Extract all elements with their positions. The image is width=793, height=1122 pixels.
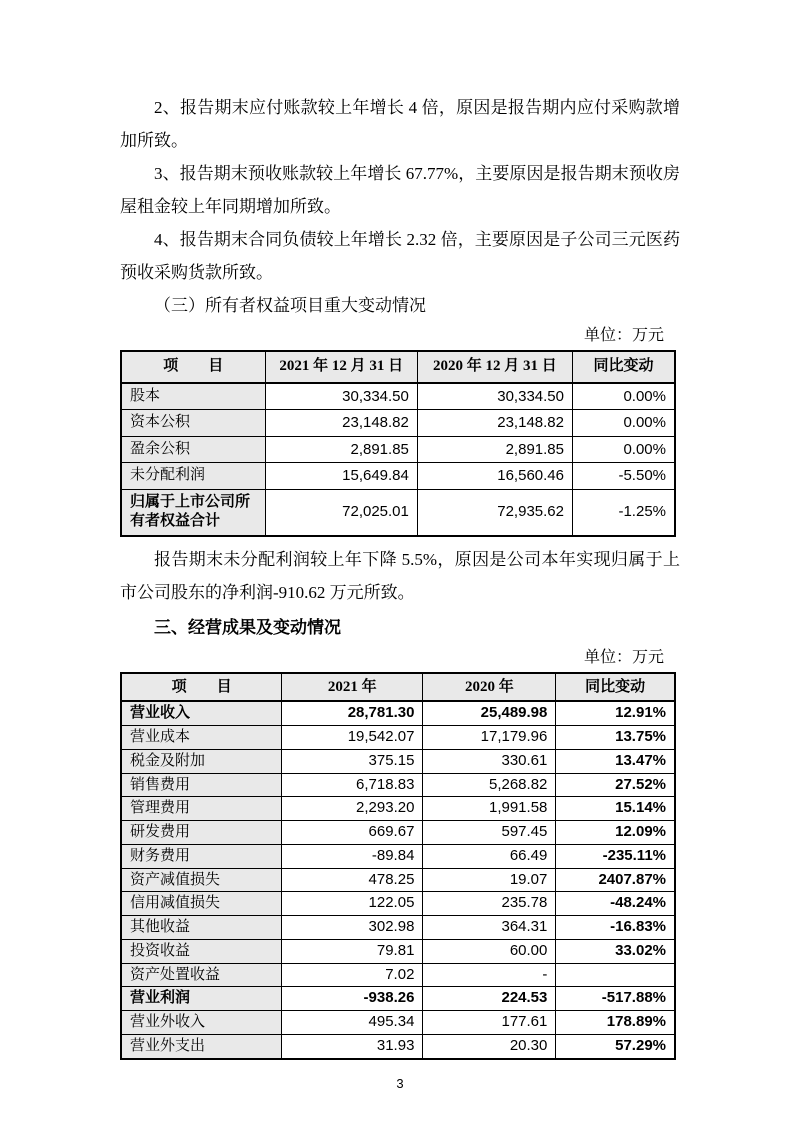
table-row	[121, 749, 675, 773]
item-cell: 税金及附加	[121, 749, 282, 773]
value-2020-cell: 30,334.50	[417, 383, 572, 410]
yoy-cell: 57.29%	[556, 1034, 675, 1058]
section-heading-equity-changes: （三）所有者权益项目重大变动情况	[154, 296, 426, 315]
yoy-cell: 2407.87%	[556, 868, 675, 892]
page-number: 3	[396, 1075, 404, 1091]
table-row	[121, 1034, 675, 1058]
table-row	[121, 383, 675, 410]
value-2020-cell: 23,148.82	[417, 410, 572, 437]
value-2020-cell: 25,489.98	[423, 701, 556, 725]
yoy-cell	[556, 963, 675, 987]
yoy-cell: 0.00%	[572, 436, 675, 463]
value-2020-cell: 72,935.62	[417, 489, 572, 536]
unit-label-table1: 单位：万元	[583, 327, 664, 344]
item-cell: 其他收益	[121, 916, 282, 940]
value-2021-cell: 31.93	[282, 1034, 423, 1058]
value-2020-cell: 17,179.96	[423, 726, 556, 750]
yoy-cell: -235.11%	[556, 844, 675, 868]
paragraph-advance-receipts: 3、报告期末预收账款较上年增长 67.77%，主要原因是报告期末预收房屋租金较上年同期增加所致。	[120, 164, 680, 216]
equity-changes-table	[120, 350, 676, 537]
item-cell: 归属于上市公司所有者权益合计	[121, 489, 265, 536]
yoy-cell: 0.00%	[572, 383, 675, 410]
table-header-row	[121, 673, 675, 702]
table-header-row	[121, 351, 675, 383]
value-2020-cell: 364.31	[423, 916, 556, 940]
value-2020-cell: 19.07	[423, 868, 556, 892]
value-2021-cell: -938.26	[282, 987, 423, 1011]
item-cell: 盈余公积	[121, 436, 265, 463]
item-cell: 营业收入	[121, 701, 282, 725]
value-2021-cell: 2,293.20	[282, 797, 423, 821]
item-cell: 资本公积	[121, 410, 265, 437]
table-row	[121, 939, 675, 963]
value-2021-cell: 2,891.85	[265, 436, 417, 463]
yoy-cell: -16.83%	[556, 916, 675, 940]
paragraph-accounts-payable: 2、报告期末应付账款较上年增长 4 倍，原因是报告期内应付采购款增加所致。	[120, 98, 680, 150]
value-2021-cell: 30,334.50	[265, 383, 417, 410]
item-cell: 营业外收入	[121, 1011, 282, 1035]
yoy-cell: 27.52%	[556, 773, 675, 797]
item-cell: 信用减值损失	[121, 892, 282, 916]
header-yoy-change: 同比变动	[556, 673, 675, 702]
table-row	[121, 963, 675, 987]
yoy-cell: 13.75%	[556, 726, 675, 750]
value-2021-cell: 28,781.30	[282, 701, 423, 725]
table-row	[121, 773, 675, 797]
item-cell: 资产减值损失	[121, 868, 282, 892]
table-row	[121, 868, 675, 892]
table-row	[121, 701, 675, 725]
value-2020-cell: 60.00	[423, 939, 556, 963]
table-row	[121, 410, 675, 437]
value-2021-cell: 72,025.01	[265, 489, 417, 536]
value-2021-cell: 6,718.83	[282, 773, 423, 797]
header-item: 项 目	[121, 673, 282, 702]
value-2021-cell: 7.02	[282, 963, 423, 987]
value-2020-cell: 224.53	[423, 987, 556, 1011]
value-2021-cell: 122.05	[282, 892, 423, 916]
value-2020-cell: 20.30	[423, 1034, 556, 1058]
value-2021-cell: 669.67	[282, 821, 423, 845]
yoy-cell: 33.02%	[556, 939, 675, 963]
value-2020-cell: -	[423, 963, 556, 987]
item-cell: 营业利润	[121, 987, 282, 1011]
page-content	[120, 0, 680, 1091]
yoy-cell: -1.25%	[572, 489, 675, 536]
item-cell: 资产处置收益	[121, 963, 282, 987]
header-2021-date: 2021 年 12 月 31 日	[265, 351, 417, 383]
value-2021-cell: 375.15	[282, 749, 423, 773]
item-cell: 股本	[121, 383, 265, 410]
item-cell: 投资收益	[121, 939, 282, 963]
yoy-cell: 15.14%	[556, 797, 675, 821]
table-row	[121, 726, 675, 750]
value-2020-cell: 330.61	[423, 749, 556, 773]
value-2020-cell: 597.45	[423, 821, 556, 845]
table-row	[121, 1011, 675, 1035]
value-2021-cell: 495.34	[282, 1011, 423, 1035]
yoy-cell: -517.88%	[556, 987, 675, 1011]
item-cell: 营业外支出	[121, 1034, 282, 1058]
value-2020-cell: 16,560.46	[417, 463, 572, 490]
table-row	[121, 987, 675, 1011]
header-2020-date: 2020 年 12 月 31 日	[417, 351, 572, 383]
value-2021-cell: 302.98	[282, 916, 423, 940]
value-2021-cell: 15,649.84	[265, 463, 417, 490]
item-cell: 管理费用	[121, 797, 282, 821]
table-row	[121, 916, 675, 940]
value-2021-cell: -89.84	[282, 844, 423, 868]
header-item: 项 目	[121, 351, 265, 383]
value-2020-cell: 177.61	[423, 1011, 556, 1035]
yoy-cell: -48.24%	[556, 892, 675, 916]
item-cell: 财务费用	[121, 844, 282, 868]
value-2020-cell: 5,268.82	[423, 773, 556, 797]
table-row	[121, 844, 675, 868]
item-cell: 研发费用	[121, 821, 282, 845]
table-row	[121, 821, 675, 845]
value-2021-cell: 23,148.82	[265, 410, 417, 437]
yoy-cell: 12.91%	[556, 701, 675, 725]
value-2020-cell: 1,991.58	[423, 797, 556, 821]
yoy-cell: 13.47%	[556, 749, 675, 773]
table-row	[121, 489, 675, 536]
yoy-cell: 12.09%	[556, 821, 675, 845]
header-2021: 2021 年	[282, 673, 423, 702]
value-2021-cell: 19,542.07	[282, 726, 423, 750]
section-heading-operating-results: 三、经营成果及变动情况	[154, 617, 341, 637]
operating-results-table	[120, 672, 676, 1060]
paragraph-contract-liabilities: 4、报告期末合同负债较上年增长 2.32 倍，主要原因是子公司三元医药预收采购货款所致。	[120, 230, 680, 282]
item-cell: 营业成本	[121, 726, 282, 750]
table-row	[121, 463, 675, 490]
unit-label-table2: 单位：万元	[583, 648, 664, 666]
header-yoy-change: 同比变动	[572, 351, 675, 383]
table-row	[121, 436, 675, 463]
table-row	[121, 892, 675, 916]
paragraph-retained-earnings-note: 报告期末未分配利润较上年下降 5.5%，原因是公司本年实现归属于上市公司股东的净利润-910.62 万元所致。	[120, 549, 680, 602]
header-2020: 2020 年	[423, 673, 556, 702]
value-2021-cell: 478.25	[282, 868, 423, 892]
value-2020-cell: 235.78	[423, 892, 556, 916]
table-row	[121, 797, 675, 821]
value-2020-cell: 2,891.85	[417, 436, 572, 463]
yoy-cell: 0.00%	[572, 410, 675, 437]
value-2021-cell: 79.81	[282, 939, 423, 963]
yoy-cell: -5.50%	[572, 463, 675, 490]
item-cell: 销售费用	[121, 773, 282, 797]
yoy-cell: 178.89%	[556, 1011, 675, 1035]
item-cell: 未分配利润	[121, 463, 265, 490]
value-2020-cell: 66.49	[423, 844, 556, 868]
